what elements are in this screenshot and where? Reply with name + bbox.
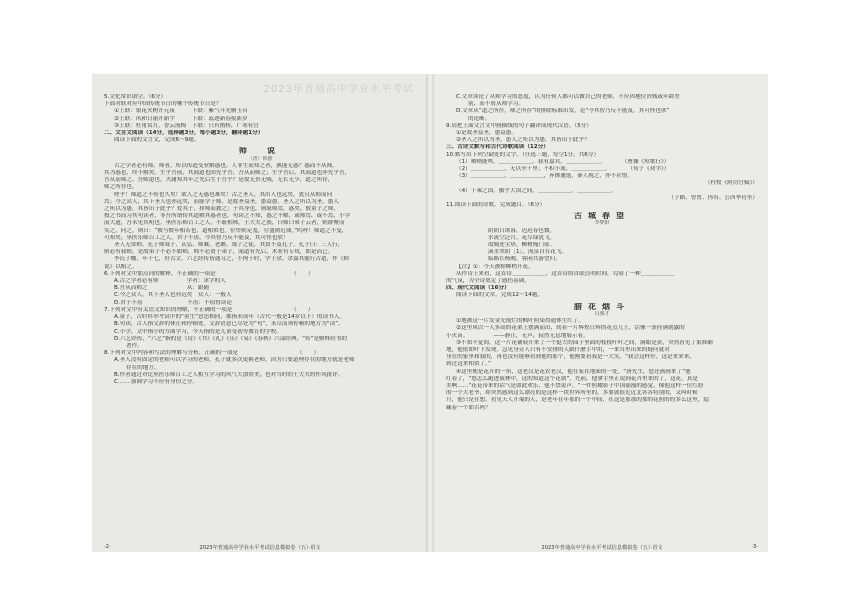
question-line: 11.阅读下面的诗歌，完成题目。（6分） (446, 202, 546, 209)
paragraph-line: 圣人无常师。孔子师郯子、苌弘、师襄、老聃。郯子之徒，其贤不及孔子。孔子曰：三人行， (114, 242, 344, 249)
option-line: （4）千乘之国，摄乎大国之间，＿＿＿＿＿＿，＿＿＿＿＿＿。 (456, 187, 617, 194)
paragraph-line: 而大遗，吾未见其明也。巫医乐师百工之人，不耻相师。士大夫之族，曰师曰弟子云者，则群聚而 (104, 220, 345, 227)
option-line: D.君子不齿 不齿：不值得谈论 (114, 299, 232, 306)
paragraph-line: 可知矣。巫医乐师百工之人，君子不齿，今其智乃反不能及，其可怪也欤！ (104, 234, 289, 241)
paragraph-line: 月，他只是在想，看见天人开端的人，是老年在年那的一个中间，在这是那那的那的花照的的多么这里，隐 (446, 397, 709, 404)
paragraph-line: 嗟乎！师道之不传也久矣！欲人之无惑也难矣！古之圣人，其出人也远矣，犹且从师而问 (114, 191, 333, 198)
text-author: 李梦阳 (594, 220, 610, 227)
poem-line: 故城连宝塔，柳树掩门扉。 (488, 242, 556, 249)
option-line: ②上联：风和日丽开新宇 下联：蕊逐新春报新岁 (114, 115, 248, 122)
option-line: 著作。 (126, 342, 143, 349)
paragraph-line: 师之所存也。 (104, 184, 138, 191)
option-line: C.文章谈论了从师学习的态度，认为任何人都可以做自己的老师，不应因地位贵贱或年龄差 (456, 94, 680, 100)
paragraph-line: 地，他依如叶下发现，急见身旁人只有不安排的人跟什麽手中用，一来耳里出来的疑问就对 (446, 346, 670, 353)
poem-line: 阴阴日欲暮，迟迟春色微。 (488, 227, 556, 234)
option-line: ③上联：杜甫赏月，香云流梅 下联：只有鹊桥，广寒有宫 (114, 122, 259, 129)
paragraph-line: 古之学者必有师。师者，所以传道受业解惑也。人非生而知之者，孰能无惑？惑而不从师， (114, 162, 338, 169)
text-title: 师 说 (239, 147, 281, 155)
option-line: ①是故圣益圣，愚益愚。 (456, 130, 517, 137)
paragraph-line: 小火苗。 ——静止，无声，寂然无息地展示着。 (446, 332, 589, 339)
footer-title: 2023年普通高中学业水平考试信息模拟卷（五）·语文 (199, 545, 321, 551)
question-line: 6.下列对文中加点词的解释，不正确的一项是 （ ） (104, 270, 314, 277)
option-line: B.作者通过对比巫医乐师百工之人相互学习的风气大加赞美，也对当时的士大夫的作风批评。 (114, 371, 344, 378)
option-line: 【注】①：今天被称柳梢开花。 (456, 263, 534, 270)
poem-line: 水流空泛月，花尽绿犹飞。 (488, 234, 556, 241)
poem-line: 临路长杨晚，客闲共游望归。 (488, 256, 561, 263)
paragraph-line: 阅读下面的文言文，完成6～9题。 (114, 137, 200, 144)
page-number: ·3· (751, 544, 758, 550)
option-line: C.今之众人，其下圣人也亦远矣 众人：一般人 (114, 292, 232, 299)
option-line: 别，而不屑从师学习。 (468, 101, 524, 108)
bleed-through-text: 2023年普通高中学业水平考试 (263, 84, 414, 95)
source-line: （杜牧《阿房宫赋》） (704, 180, 758, 187)
option-line: 的论断。 (468, 115, 491, 122)
option-line: ①上联：银花火树开元夜 下联：紫气斗光腾玉台 (114, 108, 248, 115)
option-line: ②圣人之所以为圣，愚人之所以为愚，其皆出于此乎？ (456, 137, 590, 144)
left-page-body (104, 94, 416, 386)
text-title: 腊花烟斗 (574, 302, 630, 310)
paragraph-line: 到过这来相似了。” (446, 361, 491, 368)
paragraph-line: 的气氛，为全诗奠定了感伤基调。 (446, 278, 530, 285)
text-author: 冯骥才 (594, 310, 610, 317)
option-line: A.圣人没有固定的老师可以学习的老师，孔子就多次更换老师，因为只要道理存在的地方就是老师 (114, 357, 355, 364)
option-line: C.小学，文中指小的方面学习，今天指的是儿童受初等教育的学校。 (114, 328, 282, 335)
footer-title: 2023年普通高中学业水平考试信息模拟卷（五）·语文 (541, 545, 663, 551)
paragraph-line: 美啊……”花花带来的话气是如此欢乐，他不禁说声，“一件照耀影子中国丽漫的感觉，像他这样一位红脸 (446, 382, 704, 389)
paragraph-line: 其为惑也，终不解矣。生乎吾前，其闻道也固先乎吾，吾从而师之；生乎吾后，其闻道也亦先乎吾， (104, 170, 351, 177)
paragraph-line: 从作诗上来看，这首诗＿＿＿＿＿＿，这首诗的首联点明时间，勾染了一种＿＿＿＿＿＿ (456, 270, 675, 277)
question-line: 9.请把上面文言文中画横线的句子翻译成现代汉语。（5分） (446, 122, 592, 129)
question-line: 7.下列对文中有关语文知识的理解，不正确的一项是 （ ） (104, 306, 314, 313)
paragraph-line: ②这里风以一人多高的花架上摆满而出，间着一片辉煌日辉的花点儿上，活像一条挂满朝露的 (456, 325, 685, 332)
paragraph-line: 授之书而习其句读者，非吾所谓传其道解其惑者也。句读之不知，惑之不解，或师焉，或不焉，小学 (104, 213, 351, 220)
option-line: D.文章从“道之所存，师之所存”的排除标准出发，论“今其智乃反不能及，其可怪也欤” (456, 108, 670, 115)
left-page (92, 74, 426, 552)
text-author: （唐）韩愈 (247, 155, 273, 162)
paragraph-line: ④这里便是花卉的一角，这老汉是花农老汉，他在家在地面的一处，“唐先生，您还画画来了”他 (456, 368, 691, 375)
option-line: 存在的地方。 (126, 364, 160, 371)
paragraph-line: 红着了，“悠怎么跑进我林中，这的知道这个花朝”，先前，他拿手里正说到花卉里来的了，这花，真是 (446, 375, 698, 382)
text-title: 古城春望 (574, 212, 630, 220)
question-line: 10.默写出下列空缺处的文字。（任选三题，每空1分，共6分） (446, 151, 600, 158)
section-heading: 四、现代文阅读（16分） (446, 285, 510, 292)
section-heading: 三、古诗文默写和古代诗歌阅读（12分） (446, 144, 549, 151)
source-line: （子路、曾皙、冉有、公西华侍坐） (668, 194, 758, 201)
paragraph-line: 吾从而师之。吾师道也，夫庸知其年之先后生于吾乎？是故无贵无贱，无长无少，道之所存， (104, 177, 334, 184)
option-line: B.句读，古人指文辞的休止和停顿处。文辞语意已尽处为“句”，未尽而须停顿的地方为“读”。 (114, 321, 344, 328)
poem-line: 溪水翠阴［1］，流泉自在花飞。 (488, 249, 568, 256)
paragraph-line: 焉；今之众人，其下圣人也亦远矣，而耻学于师。是故圣益圣，愚益愚。圣人之所以为圣，愚人 (104, 198, 339, 205)
section-heading: 二、文言文阅读（14分，选择题3分，每小题3分，翻译题1分） (104, 130, 264, 137)
paragraph-line: ③不知不觉间，这一片花铺展开来了一个挺大的园子里面的枝枝叶叶之间，满眼是黄，突然看见了果准确 (456, 339, 713, 346)
paragraph-line: 之所以为愚，其皆出于此乎？爱其子，择师而教之；于其身也，则耻师焉，惑矣。彼童子之师， (104, 206, 339, 213)
right-page-body (446, 94, 758, 412)
option-line: C.……强调学习不应有身份之分。 (114, 378, 198, 385)
option-line: A.童子，古时科举考试中的“童生”意思相同，都指未成年（古代一般是14岁以下）的读书人。 (114, 314, 345, 321)
option-line: A.古之学者必有师 学者：求学的人 (114, 278, 226, 285)
page-gutter (426, 74, 434, 552)
paragraph-line: 李氏子蟠，年十七，好古文，六艺经传皆通习之，不拘于时，学于余。余嘉其能行古道，作《师 (114, 256, 349, 263)
paragraph-line: 笑之。问之，则曰：“彼与彼年相若也，道相似也。位卑则足羞，官盛则近谀。”呜呼！师道之不复， (104, 227, 348, 234)
option-line: B.吾从而师之 从：跟随 (114, 285, 210, 292)
right-page (434, 74, 768, 552)
paragraph-line: 说》以贻之。 (104, 263, 138, 270)
question-line: 5.文化常识填空。（6分） (104, 94, 167, 100)
option-line: （2）＿＿＿＿＿＿，无以至千里；不积小流，＿＿＿＿＿＿。 （荀子《劝学》） (456, 166, 670, 173)
page-number: ·2· (104, 544, 111, 550)
paragraph-line: 阅读下面的文章，完成12～14题。 (456, 292, 543, 299)
question-line: 8.下列对文中内容和写法的理解与分析，正确的一项是 （ ） (104, 350, 320, 357)
option-line: （1）呦呦鹿鸣，＿＿＿＿＿＿。我有嘉宾，＿＿＿＿＿＿。 （曹操《短歌行》） (456, 158, 670, 165)
option-line: （3）＿＿＿＿＿＿，＿＿＿＿＿＿，弃掷逦迤，秦人视之，亦不甚惜。 (456, 173, 633, 180)
paragraph-line: ①地被这一片发金光灿烂的枫叶照染得通体生红了。 (456, 318, 585, 325)
paragraph-line: 藏着一个如古吗？ (446, 404, 491, 411)
paragraph-line: 则必有我师。是故弟子不必不如师，师不必贤于弟子，闻道有先后，术业有专攻，如是而已。 (104, 249, 334, 256)
question-line: 下面对联对应中国传统节日的哪个传统节日是？ (104, 101, 222, 108)
paragraph-line: 的一个大老爷，却突然感到这么漂亮的是这样一块世界所里的，多要就很近近北各各特别的，又叫时候 (446, 390, 698, 397)
option-line: D.六艺经传，“六艺”指的是《诗》《书》《礼》《乐》《易》《春秋》六部经典，“传”是解释经书的 (114, 335, 348, 342)
paragraph-line: 身在的家里和我的，再也没有能够看到他的那个，他刚要看我是一大笑，“我会这样好，这是来来来， (446, 354, 696, 361)
